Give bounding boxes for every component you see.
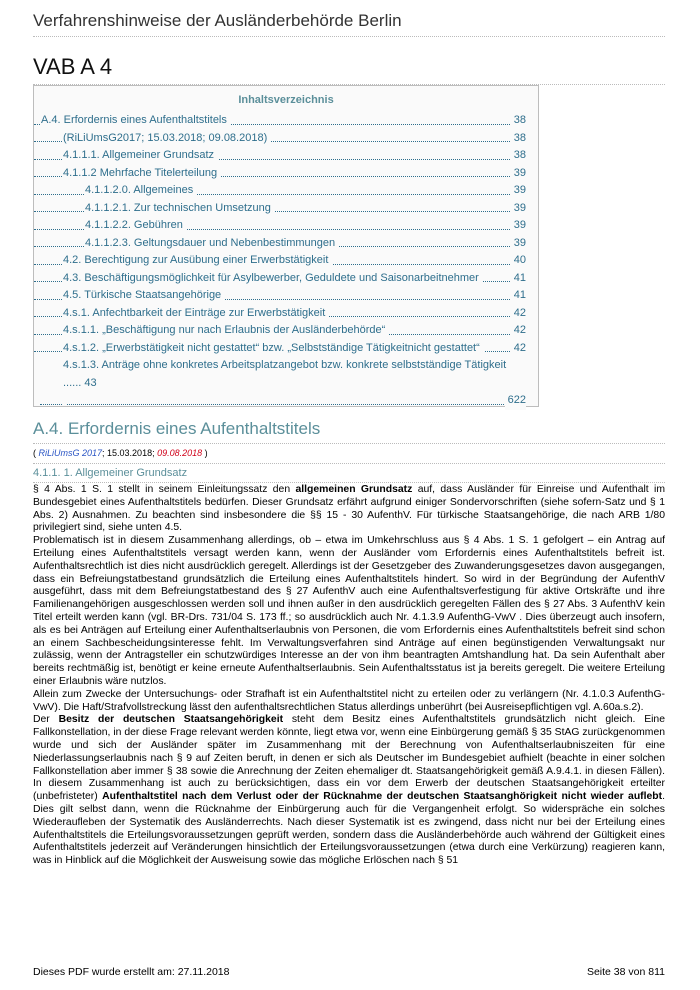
table-of-contents xyxy=(33,85,539,407)
toc-entry[interactable]: A.4. Erfordernis eines Aufenthaltstitels 38 xyxy=(34,112,538,130)
paragraph: Der Besitz der deutschen Staatsangehörigkeit steht dem Besitz eines Aufenthaltstitels grundsätzlich nicht gleich. Eine Fallkonstellation, in der diese Frage relevant werden könnte, liegt etwa vor, wenn eine Einbürgerung gemäß § 35 StAG zurückgenommen wurde und sich der Ausländer später im Zusammenhang mit der Berechnung von Aufenthaltserlaubniszeiten für eine Niederlassungserlaubnis nach § 9 auf Zeiten beruft, in denen er sich als Deutscher im Bundesgebiet aufhielt (beachte in einer solchen Fallkonstellation aber immer § 38 sowie die Anrechnung der Zeiten ehemaliger dt. Staatsangehörigkeit gemäß A.9.4.1. in diesen Fällen). In diesem Zusammenhang ist auch zu berücksichtigen, dass ein vor dem Erwerb der deutschen Staatsangehörigkeit erteilter (unbefristeter) Aufenthaltstitel nach dem Verlust oder der Rücknahme der deutschen Staatsanghörigkeit nicht wieder auflebt. Dies gilt selbst dann, wenn die Rücknahme der Einbürgerung auch für die Vergangenheit erfolgt. So widerspräche ein solches Wiederaufleben der Systematik des Ausländerrechts. Nach dieser Systematik ist es zwingend, dass nicht nur bei der Erteilung eines Aufenthaltstitels die Erteilungsvoraussetzungen geprüft werden, sondern dass die Ausländerbehörde auch während der Gültigkeit eines Aufenthaltstitels jederzeit auf Veränderungen hinsichtlich der Erteilungsvoraussetzungen (etwa durch eine Verkürzung) reagieren kann, was in Hinblick auf die Möglichkeit der Ausweisung sowie das mögliche Erlöschen nach § 51 xyxy=(33,714,665,867)
toc-entry[interactable]: 4.1.1.2.2. Gebühren 39 xyxy=(34,217,538,235)
toc-heading: Inhaltsverzeichnis xyxy=(238,94,334,106)
paragraph: Allein zum Zwecke der Untersuchungs- oder Strafhaft ist ein Aufenthaltstitel nicht zu erteilen oder zu verlängern (Nr. 4.1.0.3 AufenthG-VwV). Die Haft/Strafvollstreckung lässt den aufenthaltsrechtlichen Status allerdings unberührt (bei Ausreisepflichtigen vgl. A.60a.s.2). xyxy=(33,688,665,713)
paragraph: Problematisch ist in diesem Zusammenhang allerdings, ob – etwa im Umkehrschluss aus § 4 Abs. 1 S. 1 gefolgert – ein Antrag auf Erteilung eines Aufenthaltstitels versagt werden kann, wenn der Ausländer vom Erfordernis eines Aufenthaltstitels befreit ist. Aufenthaltsrechtlich ist dies nicht ausdrücklich geregelt. Allerdings ist der Gesetzgeber des Zuwanderungsgesetzes davon ausgegangen, dass ein Befreiungstatbestand grundsätzlich die Erteilung eines Aufenthaltstitels hindert. So wird in der Begründung der AufenthV ausgeführt, dass mit dem Befreiungstatbestand des § 27 AufenthV auch eine Aufenthaltsverfestigung für aktive Ortskräfte und ihre Familienangehörigen ausgeschlossen werden soll und ihnen außer in den ausdrücklich geregelten Fällen des § 27 Abs. 3 AufenthV kein Titel erteilt werden kann (vgl. BR-Drs. 731/04 S. 173 ff.; so ausdrücklich auch Nr. 4.1.3.9 AufenthG-VwV . Dies überzeugt auch insofern, als es bei Anträgen auf Erteilung einer Aufenthaltserlaubnis von Personen, die vom Erfordernis eines Aufenthaltstitels befreit sind schon an einem Sachbescheidungsinteresse fehlt. Im Verwaltungsverfahren sind Anträge auf einen begünstigenden Verwaltungsakt nur zulässig, wenn der Antragsteller ein schutzwürdiges Interesse an der von ihm beantragten Amtshandlung hat. Da sein Aufenthalt aber bereits rechtmäßig ist, benötigt er keine erneute Aufenthaltserlaubnis. Sein Aufenthaltsstatus ist ja bereits geregelt. Die weitere Erteilung einer Erlaubnis wäre nutzlos. xyxy=(33,535,665,687)
toc-entry[interactable]: 4.5. Türkische Staatsangehörige 41 xyxy=(34,287,538,305)
toc-entry[interactable]: 4.1.1.2.0. Allgemeines 39 xyxy=(34,182,538,200)
toc-entry[interactable]: 4.1.1.1. Allgemeiner Grundsatz 38 xyxy=(34,147,538,165)
toc-entry[interactable]: 4.1.1.2.1. Zur technischen Umsetzung 39 xyxy=(34,200,538,218)
toc-entry[interactable]: 4.s.1.2. „Erwerbstätigkeit nicht gestattet“ bzw. „Selbstständige Tätigkeitnicht gestattet“ 42 xyxy=(34,340,538,358)
toc-entry[interactable]: 4.1.1.2 Mehrfache Titelerteilung 39 xyxy=(34,165,538,183)
toc-entry[interactable]: 622 xyxy=(34,392,538,410)
footer-created-date: Dieses PDF wurde erstellt am: 27.11.2018 xyxy=(33,966,230,978)
toc-entry[interactable]: 4.s.1.3. Anträge ohne konkretes Arbeitsplatzangebot bzw. konkrete selbstständige Tätigkeit ...... 43 xyxy=(63,359,507,389)
toc-entry[interactable]: 4.s.1. Anfechtbarkeit der Einträge zur Erwerbstätigkeit 42 xyxy=(34,305,538,323)
toc-entry[interactable]: (RiLiUmsG2017; 15.03.2018; 09.08.2018) 38 xyxy=(34,130,538,148)
revision-date: 09.08.2018 xyxy=(157,448,203,458)
toc-entry[interactable]: 4.1.1.2.3. Geltungsdauer und Nebenbestimmungen 39 xyxy=(34,235,538,253)
document-title: VAB A 4 xyxy=(33,54,665,85)
toc-entry[interactable]: 4.3. Beschäftigungsmöglichkeit für Asylbewerber, Geduldete und Saisonarbeitnehmer 41 xyxy=(34,270,538,288)
body-text xyxy=(33,484,665,868)
document-header: Verfahrenshinweise der Ausländerbehörde Berlin xyxy=(33,11,665,37)
paragraph: § 4 Abs. 1 S. 1 stellt in seinem Einleitungssatz den allgemeinen Grundsatz auf, dass Ausländer für Einreise und Aufenthalt im Bundesgebiet eines Aufenthaltstitels bedürfen. Dieser Grundsatz erfährt aufgrund einiger Sondervorschriften (siehe sofern-Satz und § 1 Abs. 2) Ausnahmen. Zu beachten sind insbesondere die §§ 15 - 30 AufenthV. Für türkische Staatsangehörige, die nach ARB 1/80 privilegiert sind, siehe unten 4.5. xyxy=(33,484,666,534)
reference-link[interactable]: RiLiUmsG 2017 xyxy=(38,448,103,458)
footer-page-number: Seite 38 von 811 xyxy=(586,966,665,978)
toc-entry[interactable]: 4.2. Berechtigung zur Ausübung einer Erwerbstätigkeit 40 xyxy=(34,252,538,270)
subsection-heading: 4.1.1. 1. Allgemeiner Grundsatz xyxy=(33,467,665,483)
section-heading: A.4. Erfordernis eines Aufenthaltstitels xyxy=(33,419,665,444)
toc-entry[interactable]: 4.s.1.1. „Beschäftigung nur nach Erlaubnis der Ausländerbehörde“ 42 xyxy=(34,322,538,340)
revision-reference: ( RiLiUmsG 2017; 15.03.2018; 09.08.2018 ) xyxy=(33,448,665,464)
